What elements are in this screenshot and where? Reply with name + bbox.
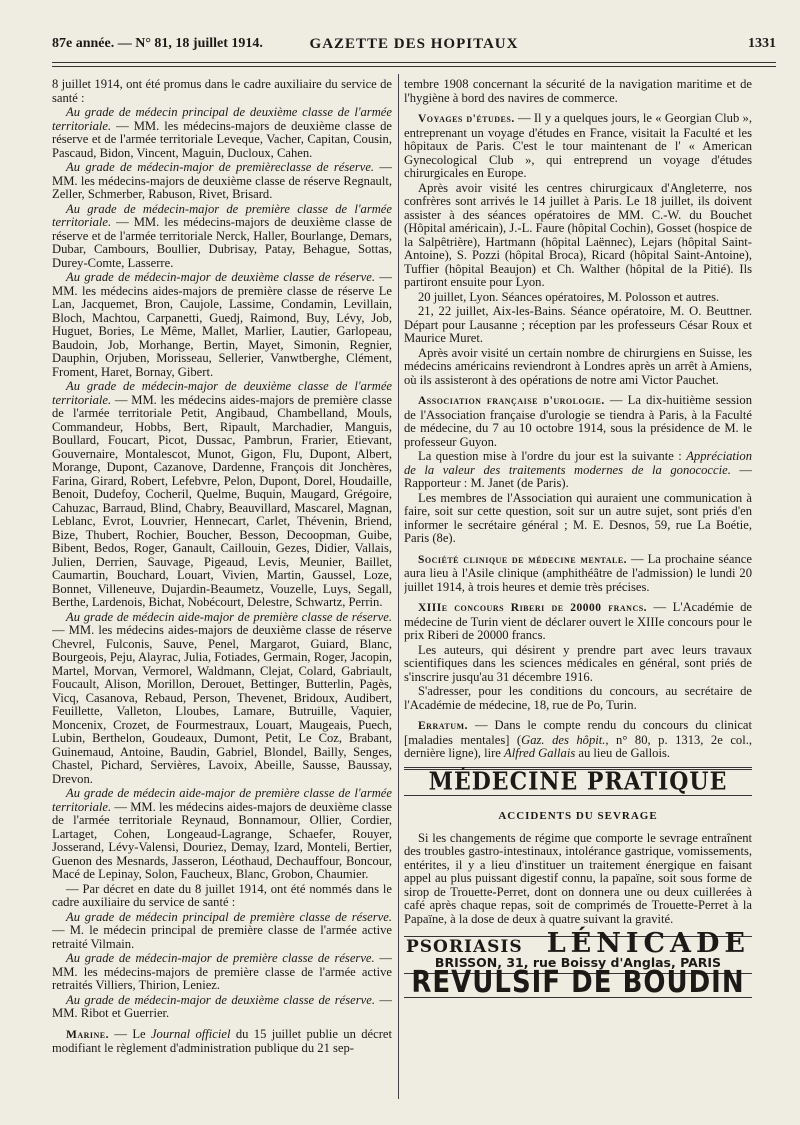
grade-heading: Au grade de médecin principal de deuxième classe de l'armée territoriale. — [52, 105, 392, 133]
header-rule-2 — [52, 66, 776, 67]
promotion-paragraph — [52, 787, 392, 882]
promotion-paragraph — [52, 611, 392, 787]
grade-names: — MM. les médecins aides-majors de première classe de l'armée territoriale Petit, Angibaud, Chambelland, Mouls, Commandeur, Hobbs, Bert, Ripault, Marchadier, Manguis, Boullard, Foucart, Picot, Dussac, Pambrun, Frarier, Etievant, Gouvernaire, Montalescot, Munot, Gigon, Flu, Dupont, Albert, Morange, Dupont, Cazanove, Dardenne, François dit Jonchères, Farina, Girard, Robert, Lefebvre, Pelon, Dupont, Dorel, Houdaille, Benoit, Dudefoy, Cocheril, Quelme, Buquin, Maugard, Grégoire, Cahuzac, Barraud, Blind, Chabry, Beauvillard, Mascarel, Magnan, Leblanc, Evrot, Louvrier, Hennecart, Carlet, Thévenin, Briend, Bize, Thubert, Rochier, Boucher, Besson, Decoopman, Guibe, Bibent, Bedos, Roger, Ganault, Caillouin, Gezes, Didier, Vallais, Julien, Derrien, Sauvage, Pigeaud, Levis, Meunier, Baillet, Caumartin, Bouchard, Louart, Vivien, Martin, Gaussel, Loze, Bonnet, Villeneuve, Dujardin-Beaumetz, Vouzelle, Luys, Segall, Berthe, Lardenois, Bichat, Nobécourt, Delestre, Schwartz, Perrin. — [52, 392, 392, 609]
grade-names: — MM. les médecins aides-majors de deuxième classe de l'armée territoriale Reynaud, Bonnamour, Ollier, Cordier, Lartaget, Cohen, Longeaud-Lagrange, Schaefer, Rouyer, Josserand, Lévy-Valensi, Douriez, Demay, Izard, Monteli, Bertier, Guenon des Mesnards, Jasseron, Léothaud, Dechauffour, Boncour, Macé de Lepinay, Solon, Faucheux, Blanc, Grobon, Chaumier. — [52, 799, 392, 881]
text-run: du 15 juillet publie un décret modifiant le règlement d'administration publique du 21 sep- — [52, 1026, 392, 1055]
grade-heading: Au grade de médecin-major de deuxième classe de réserve. — [66, 270, 375, 284]
advertisement — [404, 928, 752, 1001]
grade-heading: Au grade de médecin principal de première classe de réserve. — [66, 909, 392, 924]
grade-names: — MM. les médecins-majors de première classe de l'armée active retraités Villiers, Thirion, Leniez. — [52, 951, 392, 992]
accidents-title: ACCIDENTS DU SEVRAGE — [498, 810, 658, 822]
medecine-pratique-title: MÉDECINE PRATIQUE — [428, 767, 728, 796]
promotion-paragraph — [52, 994, 392, 1021]
grade-names: — MM. les médecins-majors de deuxième classe de réserve et de l'armée territoriale Nerck, Haller, Bourlange, Demars, Dubar, Cambours, Boullier, Dubrisay, Patay, Behague, Sottas, Durey-Comte, Lasserre. — [52, 215, 392, 270]
section-heading: Société clinique de médecine mentale. — [418, 553, 628, 566]
text-run: Gaz. des hôpit. — [521, 732, 606, 747]
intro-paragraph: 8 juillet 1914, ont été promus dans le cadre auxiliaire du service de santé : — [52, 78, 392, 105]
voyages-paragraph — [404, 112, 752, 181]
text-run: au lieu de Gallois. — [575, 746, 671, 760]
grade-heading: Au grade de médecin-major de deuxième classe de l'armée territoriale. — [52, 379, 392, 407]
issue-info: 87e année. — N° 81, 18 juillet 1914. — [52, 36, 263, 51]
text-run: — Rapporteur : M. Janet (de Paris). — [404, 462, 752, 490]
association-paragraph-3: Les membres de l'Association qui auraient une communication à faire, soit sur cette question, soit sur un autre sujet, sont priés d'en informer le secrétaire général ; M. E. Desnos, 59, rue La Boétie, Paris (8e). — [404, 490, 752, 545]
voyages-paragraph-3: 20 juillet, Lyon. Séances opératoires, M. Polosson et autres. — [418, 289, 720, 304]
text-run: Appréciation de la valeur des traitements modernes de la gonococcie. — [404, 449, 752, 477]
voyages-paragraph-4: 21, 22 juillet, Aix-les-Bains. Séance opératoire, M. O. Beuttner. Départ pour Lausanne ; réception par les professeurs César Roux et Maurice Muret. — [404, 304, 752, 345]
section-heading: Voyages d'études. — [418, 113, 515, 125]
ad-revulsif: REVULSIF DE BOUDIN — [411, 965, 745, 1001]
accidents-paragraph: Si les changements de régime que comporte le sevrage entraînent des troubles gastro-intestinaux, intolérance gastrique, vomissements, entérites, il y a lieu d'instituer un traitement énergique en faisant appel au plus puissant digestif connu, la papaïne, soit sous forme de sirop de Trouette-Perret, dont on donnera une ou deux cuillerées à café après chaque repas, soit de comprimés de Trouette-Perret à la Papaïne, à la dose de deux à quatre suivant la gravité. — [404, 830, 752, 926]
text-run: — La dix-huitième session de l'Association française d'urologie se tiendra à Paris, à la Faculté de médecine, du 7 au 10 octobre 1914, sous la présidence de M. le professeur Guyon. — [404, 393, 752, 449]
grade-heading: Au grade de médecin aide-major de première classe de l'armée territoriale. — [52, 786, 392, 814]
riberi-paragraph — [404, 601, 752, 643]
section-heading: Erratum. — [418, 720, 468, 732]
grade-names: — MM. les médecins aides-majors de deuxième classe de réserve Chevrel, Fulconis, Sauve, Penel, Margarot, Guiard, Blanc, Bourgeois, Peju, Alayrac, Julia, Fotiades, Germain, Roger, Jacopin, Martel, Morvan, Vermorel, Waldmann, Clejat, Colard, Gabriault, Foucault, Alison, Morillon, Derouet, Bettinger, Butterlin, Pagès, Vicq, Casanova, Rebaud, Person, Thevenet, Bridoux, Audibert, Feuillette, Valleton, Lloubes, Lamare, Butruille, Vaquier, Moncenix, Crozet, de Fourmestraux, Louart, Maugeais, Puech, Lubin, Berthelon, Goudeaux, Dumont, Petit, Le Coz, Brabant, Guinemaud, Antoine, Baudin, Gabriel, Blondel, Bailly, Senges, Chastel, Pichard, Servières, Lavoix, Abeille, Sausse, Baussay, Drevon. — [52, 623, 392, 786]
column-divider — [398, 74, 399, 1099]
ad-row — [404, 928, 752, 959]
left-column — [52, 78, 392, 1098]
voyages-paragraph-5: Après avoir visité un certain nombre de chirurgiens en Suisse, les médecins américains reviendront à Londres après un arrêt à Amiens, où ils assisteront à des opérations de notre ami Victor Pauchet. — [404, 345, 752, 387]
ad-address: BRISSON, 31, rue Boissy d'Anglas, PARIS — [404, 956, 752, 975]
section-heading: XIIIe concours Riberi de 20000 francs. — [418, 602, 648, 614]
grade-heading: Au grade de médecin-major de deuxième classe de réserve. — [66, 992, 375, 1007]
journal-title: GAZETTE DES HOPITAUX — [309, 36, 519, 52]
ad-lenicade: LÉNICADE — [546, 928, 750, 959]
ad-psoriasis: PSORIASIS — [406, 937, 523, 957]
text-run: Journal officiel — [150, 1026, 231, 1041]
page-number: 1331 — [748, 36, 776, 51]
grade-names: — MM. les médecins-majors de deuxième classe de réserve et de l'armée territoriale Leveque, Vacher, Capitan, Cousin, Pascaud, Bidon, Vincent, Maguin, Ducloux, Cahen. — [52, 118, 392, 160]
grade-heading: Au grade de médecin-major de premièreclasse de réserve. — [66, 160, 375, 174]
grade-names: — M. le médecin principal de première classe de l'armée active retraité Vilmain. — [52, 923, 392, 951]
header-rule — [52, 62, 776, 63]
page-header — [52, 36, 776, 60]
section-heading: Association française d'urologie. — [418, 395, 605, 407]
continued-paragraph: tembre 1908 concernant la sécurité de la navigation maritime et de l'hygiène à bord des navires de commerce. — [404, 78, 752, 105]
promotion-paragraph — [52, 380, 392, 610]
grade-heading: Au grade de médecin-major de première classe de l'armée territoriale. — [52, 201, 392, 229]
riberi-paragraph-3: S'adresser, pour les conditions du concours, au secrétaire de l'Académie de médecine, 18, rue de Po, Turin. — [404, 684, 752, 712]
decree-paragraph: — Par décret en date du 8 juillet 1914, ont été nommés dans le cadre auxiliaire du service de santé : — [52, 881, 392, 909]
promotion-paragraph — [52, 203, 392, 271]
text-run: Alfred Gallais — [504, 746, 576, 760]
text-run: — Le — [109, 1026, 151, 1041]
grade-names: — MM. les médecins aides-majors de première classe de réserve Le Lan, Jacquemet, Bron, Caujole, Lassime, Condamin, Levillain, Bloch, Machtou, Carpanetti, Guedj, Raimond, Buy, Lévy, Job, Huguet, Bories, Le Même, Mallet, Marlier, Lautier, Garlopeau, Baudoin, Job, Morhange, Bertin, Mayet, Simonin, Regnier, Dauphin, Orjuben, Morisseau, Sellerier, Vanwtberghe, Clément, Froment, Haret, Bornay, Gibert. — [52, 270, 392, 379]
grade-heading: Au grade de médecin-major de première classe de réserve. — [66, 951, 375, 965]
text-run: — L'Académie de médecine de Turin vient de déclarer ouvert le XIIIe concours pour le prix Riberi de 20000 francs. — [404, 600, 752, 642]
promotion-paragraph — [52, 952, 392, 993]
grade-heading: Au grade de médecin aide-major de première classe de réserve. — [66, 609, 392, 624]
association-paragraph — [404, 394, 752, 449]
societe-paragraph — [404, 553, 752, 595]
marine-paragraph — [52, 1028, 392, 1056]
voyages-paragraph-2: Après avoir visité les centres chirurgicaux d'Angleterre, nos confrères sont arrivés le 14 juillet à Paris. Le 18 juillet, ils doivent assister à des séances opératoires de MM. C.-W. du Bouchet (Hôpital américain), J.-L. Faure (hôpital Cochin), Gosset (hospice de la Salpêtrière), Hartmann (hôpital Laënnec), Lejars (hôpital Saint-Antoine), S. Pozzi (hôpital Broca), Ricard (hôpital Saint-Antoine), Tuffier (hôpital Beaujon) et Ch. Walther (hôpital de la Pitié). Ils partiront ensuite pour Lyon. — [404, 180, 752, 289]
promotion-paragraph — [52, 911, 392, 952]
text-run: — Il y a quelques jours, le « Georgian Club », entreprenant un voyage d'études en France, visitait la Faculté et les hôpitaux de Paris. C'est le tour maintenant de l' « American Gynecological Club », qui entreprend un voyage d'études chirurgicales en Europe. — [404, 111, 752, 180]
erratum-paragraph — [404, 719, 752, 761]
text-run: — La prochaine séance aura lieu à l'Asile clinique (amphithéâtre de l'admission) le lundi 20 juillet 1914, à trois heures et demie très précises. — [404, 551, 752, 594]
section-heading: Marine. — [66, 1028, 110, 1041]
promotion-paragraph — [52, 271, 392, 379]
grade-names: — MM. Ribot et Guerrier. — [52, 992, 392, 1020]
promotion-paragraph — [52, 106, 392, 160]
riberi-paragraph-2: Les auteurs, qui désirent y prendre part avec leurs travaux scientifiques dans les sciences médicales en général, sont priés de s'inscrire jusqu'au 31 décembre 1916. — [404, 642, 752, 684]
text-run: La question mise à l'ordre du jour est la suivante : — [418, 449, 687, 463]
right-column — [404, 78, 752, 1098]
text-run: — Dans le compte rendu du concours du clinicat [maladies mentales] ( — [404, 718, 752, 747]
promotion-paragraph — [52, 161, 392, 202]
association-paragraph-2 — [404, 450, 752, 491]
text-run: , n° 80, p. 1313, 2e col., dernière ligne), lire — [404, 732, 752, 760]
grade-names: — MM. les médecins-majors de deuxième classe de réserve Regnault, Zeller, Schmerber, Rabuson, Rivet, Brisard. — [52, 160, 392, 201]
